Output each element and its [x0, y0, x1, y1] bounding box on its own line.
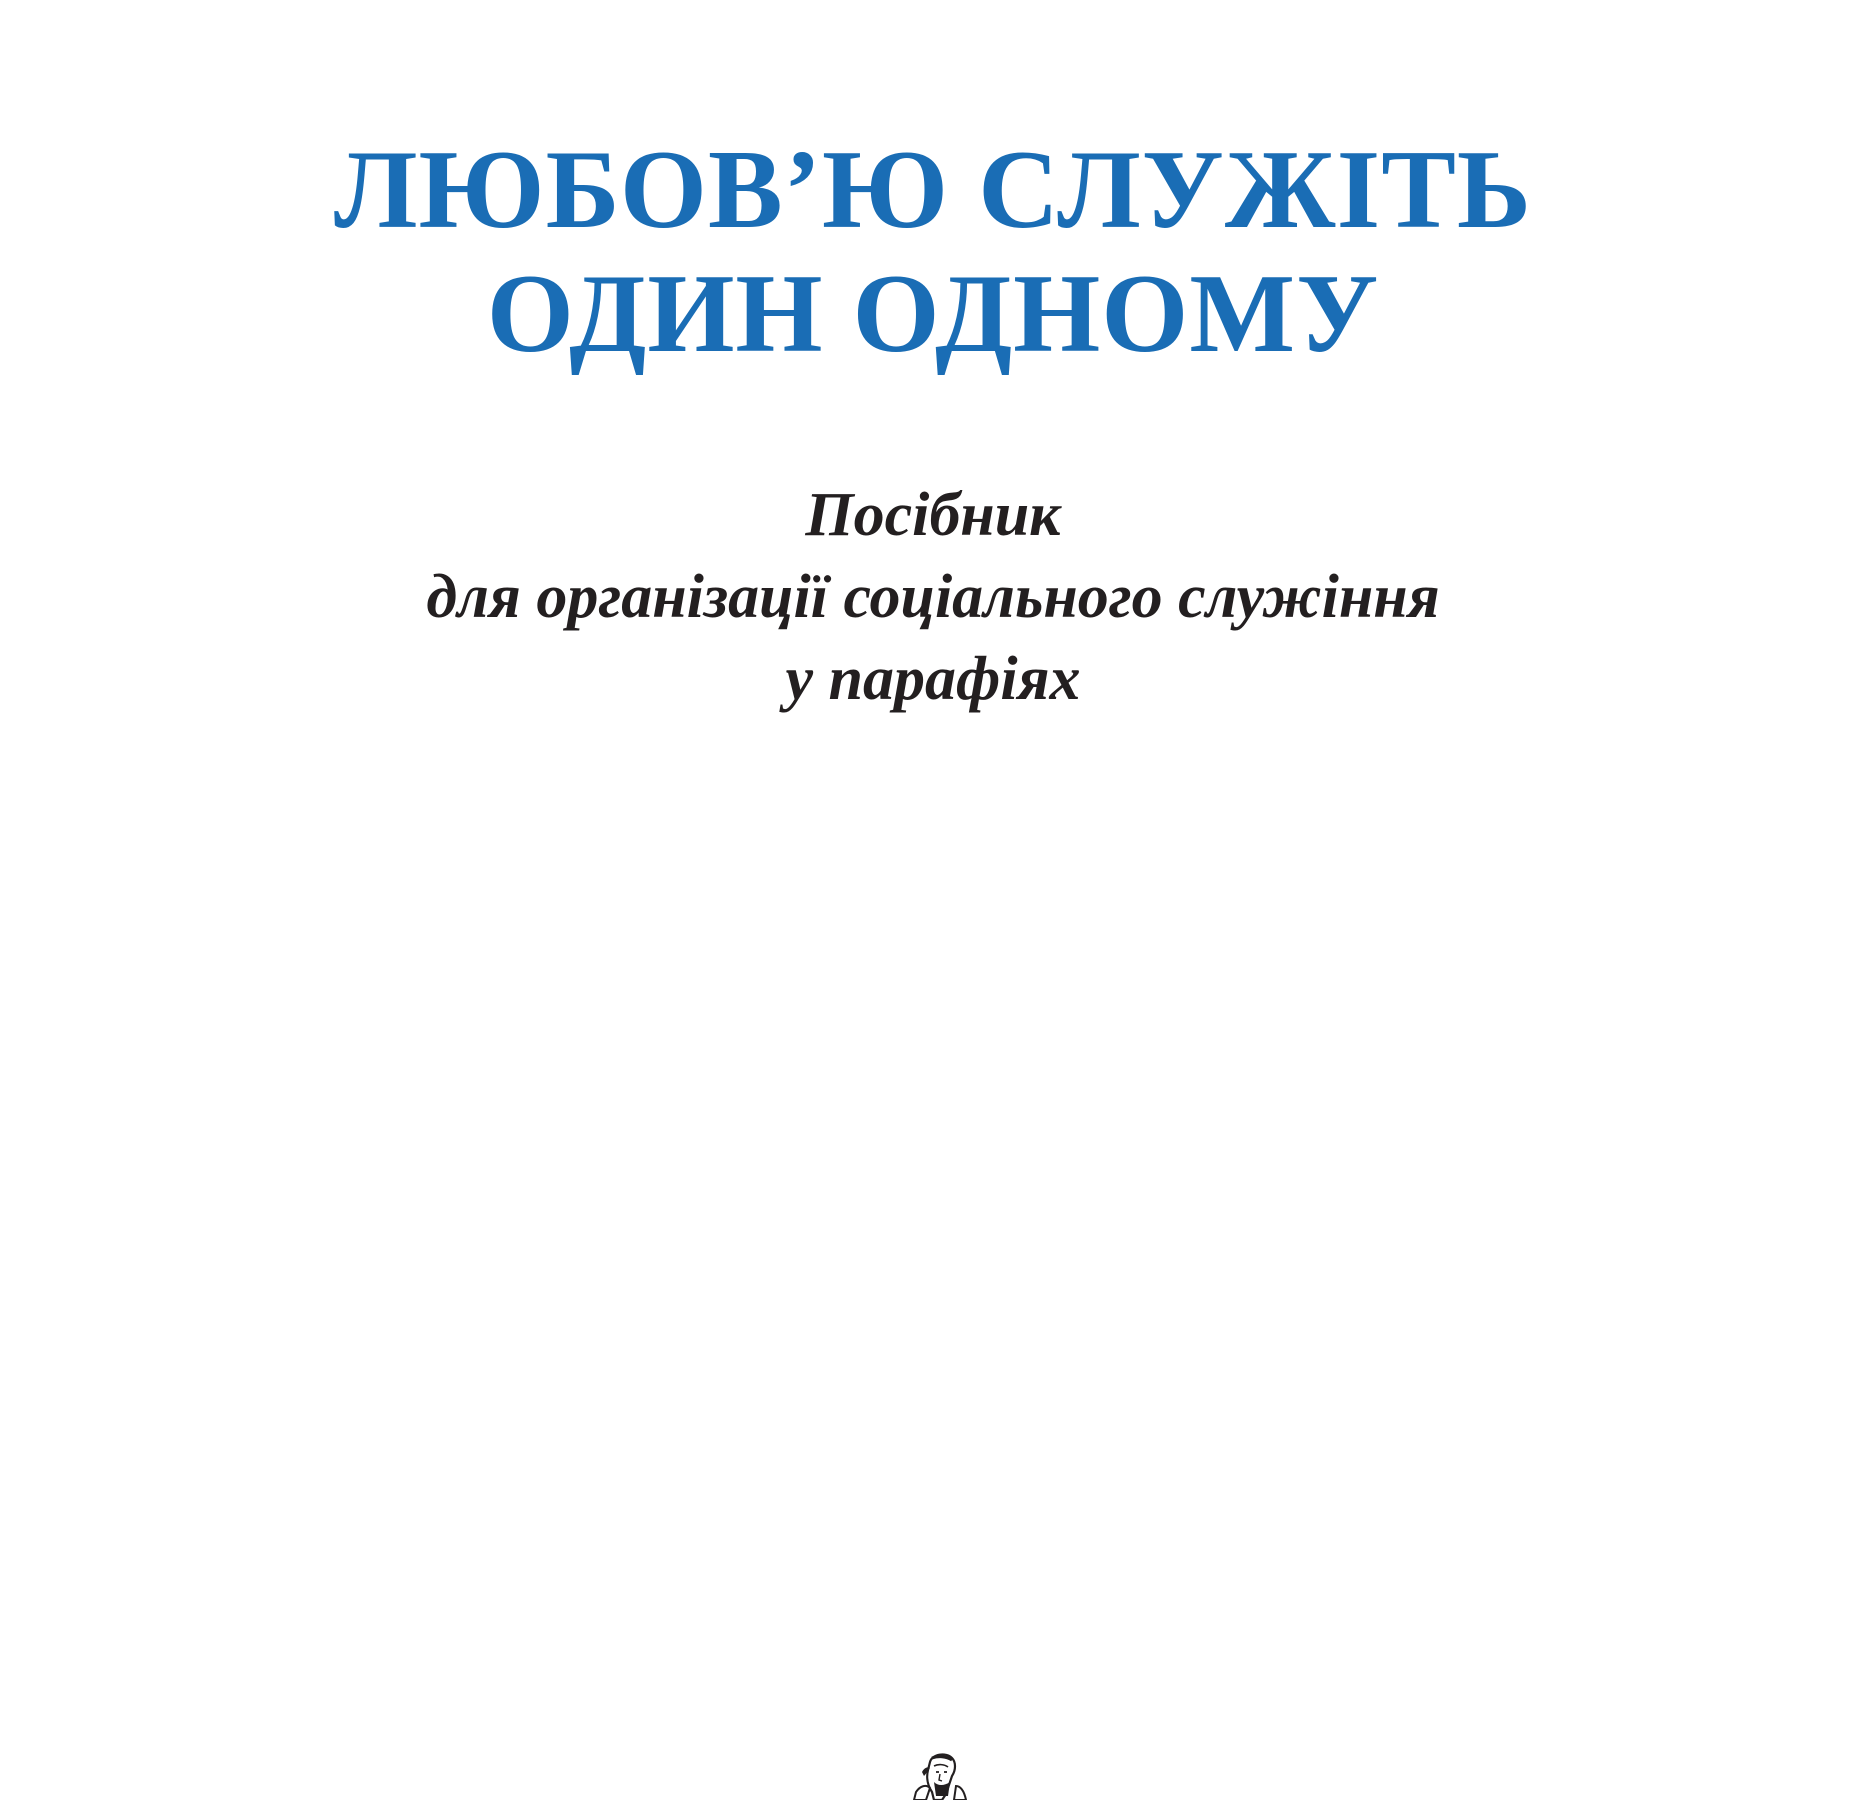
book-subtitle-line-1: Посібник	[805, 481, 1061, 549]
book-title-line-1: ЛЮБОВ’Ю СЛУЖІТЬ	[334, 128, 1532, 252]
book-title-line-2: ОДИН ОДНОМУ	[486, 252, 1380, 376]
book-subtitle-line-2: для організації соціального служіння	[426, 563, 1440, 631]
book-title	[0, 128, 1866, 376]
book-subtitle-line-3: у парафіях	[785, 645, 1081, 713]
book-subtitle	[0, 474, 1866, 720]
portrait-emblem-icon	[912, 1752, 970, 1800]
